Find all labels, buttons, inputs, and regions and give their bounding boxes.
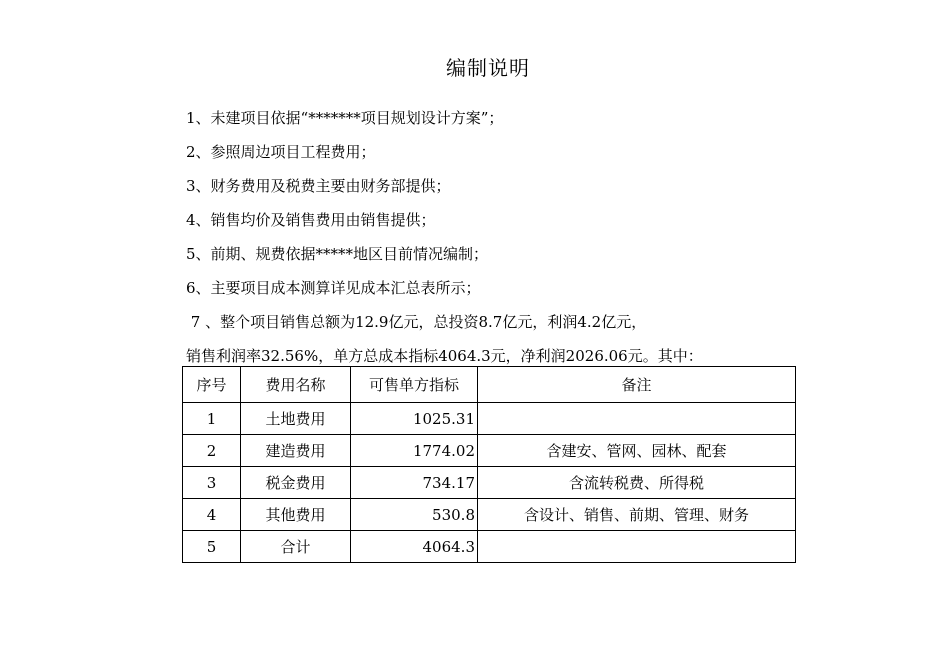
note-line-7: 7 、整个项目销售总额为12.9亿元，总投资8.7亿元，利润4.2亿元， bbox=[186, 313, 647, 331]
cell-note: 含建安、管网、园林、配套 bbox=[478, 435, 796, 467]
table-header-row bbox=[183, 367, 796, 403]
cell-value: 530.8 bbox=[351, 499, 478, 531]
note-line-5: 5、前期、规费依据*****地区目前情况编制； bbox=[186, 245, 489, 263]
cell-note bbox=[478, 403, 796, 435]
cell-no: 3 bbox=[183, 467, 241, 499]
header-value: 可售单方指标 bbox=[351, 367, 478, 403]
table-row bbox=[183, 435, 796, 467]
cell-no: 5 bbox=[183, 531, 241, 563]
cell-name: 土地费用 bbox=[241, 403, 351, 435]
table-row bbox=[183, 499, 796, 531]
cell-name: 税金费用 bbox=[241, 467, 351, 499]
cell-name: 合计 bbox=[241, 531, 351, 563]
note-line-8: 销售利润率32.56%，单方总成本指标4064.3元，净利润2026.06元。其中： bbox=[186, 347, 703, 365]
table-row bbox=[183, 403, 796, 435]
cell-note: 含流转税费、所得税 bbox=[478, 467, 796, 499]
header-no: 序号 bbox=[183, 367, 241, 403]
cell-no: 4 bbox=[183, 499, 241, 531]
table-row bbox=[183, 467, 796, 499]
cell-value: 734.17 bbox=[351, 467, 478, 499]
cell-no: 2 bbox=[183, 435, 241, 467]
note-line-6: 6、主要项目成本测算详见成本汇总表所示； bbox=[186, 279, 481, 297]
note-line-3: 3、财务费用及税费主要由财务部提供； bbox=[186, 177, 451, 195]
page-title: 编制说明 bbox=[446, 56, 530, 80]
note-line-1: 1、未建项目依据“*******项目规划设计方案”； bbox=[186, 109, 504, 127]
cell-note: 含设计、销售、前期、管理、财务 bbox=[478, 499, 796, 531]
cell-value: 4064.3 bbox=[351, 531, 478, 563]
cell-value: 1774.02 bbox=[351, 435, 478, 467]
cell-note bbox=[478, 531, 796, 563]
header-name: 费用名称 bbox=[241, 367, 351, 403]
note-line-4: 4、销售均价及销售费用由销售提供； bbox=[186, 211, 436, 229]
note-line-2: 2、参照周边项目工程费用； bbox=[186, 143, 376, 161]
cost-table bbox=[182, 366, 796, 563]
cell-name: 建造费用 bbox=[241, 435, 351, 467]
cell-no: 1 bbox=[183, 403, 241, 435]
cell-name: 其他费用 bbox=[241, 499, 351, 531]
table-row bbox=[183, 531, 796, 563]
header-note: 备注 bbox=[478, 367, 796, 403]
cell-value: 1025.31 bbox=[351, 403, 478, 435]
